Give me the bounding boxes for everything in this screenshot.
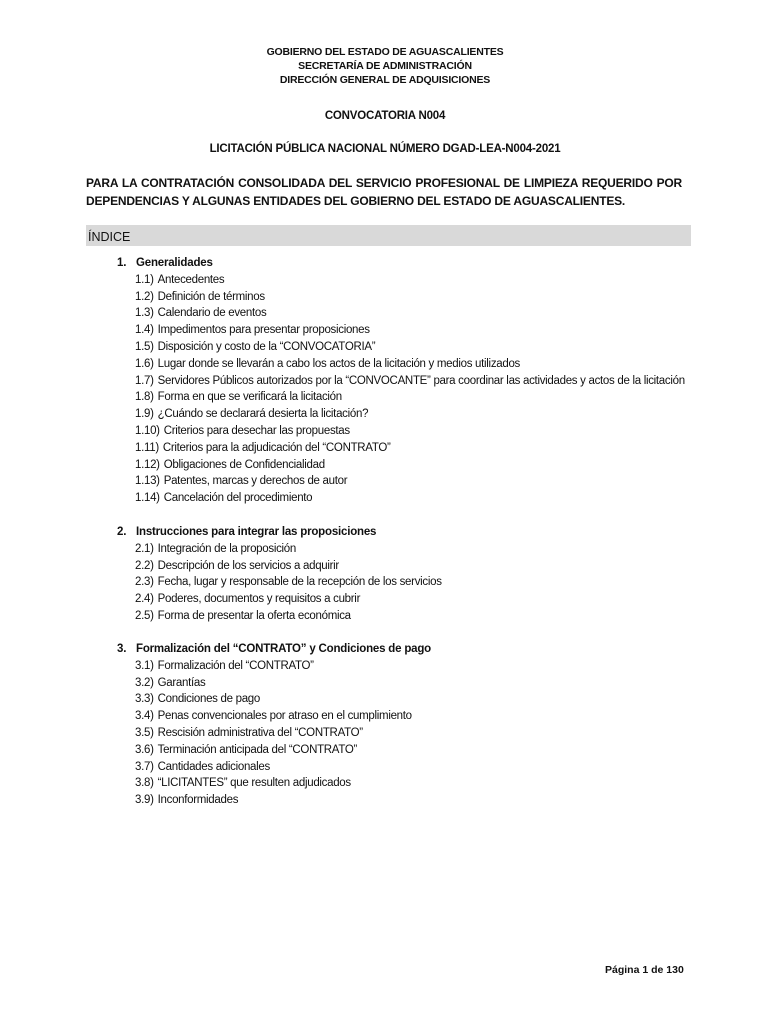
toc-item-code: 1.14) [135, 492, 160, 505]
toc-item-code: 2.3) [135, 576, 154, 589]
section-label: Instrucciones para integrar las proposiciones [136, 526, 377, 538]
toc-item-label: Descripción de los servicios a adquirir [157, 559, 339, 572]
toc-item-code: 2.4) [135, 593, 154, 606]
toc-item [135, 307, 266, 319]
header-government: GOBIERNO DEL ESTADO DE AGUASCALIENTES [266, 46, 504, 58]
header-secretaria: SECRETARÍA DE ADMINISTRACIÓN [298, 60, 472, 72]
section-title [117, 257, 213, 269]
index-title: ÍNDICE [88, 230, 131, 244]
toc-item [135, 710, 412, 722]
toc-item [135, 425, 350, 437]
toc-item [135, 543, 296, 555]
toc-item-label: Fecha, lugar y responsable de la recepción de los servicios [157, 576, 442, 589]
toc-item-label: Poderes, documentos y requisitos a cubrir [157, 593, 361, 606]
toc-item-label: ¿Cuándo se declarará desierta la licitación? [157, 408, 369, 421]
toc-item-label: Disposición y costo de la “CONVOCATORIA” [157, 341, 376, 353]
toc-item-code: 3.7) [135, 760, 154, 773]
toc-item-label: Cantidades adicionales [157, 760, 270, 773]
toc-item-code: 1.5) [135, 341, 154, 353]
toc-item [135, 324, 370, 336]
toc-item [135, 375, 685, 387]
toc-item [135, 442, 391, 454]
toc-item [135, 777, 351, 789]
toc-item-code: 1.12) [135, 458, 160, 471]
purpose-statement [86, 174, 682, 210]
section-label: Formalización del “CONTRATO” y Condiciones de pago [136, 643, 431, 655]
toc-item-code: 1.9) [135, 408, 154, 421]
toc-item [135, 677, 205, 689]
toc-item [135, 610, 351, 622]
toc-item [135, 593, 360, 605]
toc-item-code: 3.1) [135, 659, 154, 672]
toc-item [135, 660, 314, 672]
toc-item [135, 560, 339, 572]
toc-item-label: Condiciones de pago [157, 693, 260, 706]
toc-item-label: Criterios para desechar las propuestas [163, 425, 350, 437]
section-title [117, 643, 431, 655]
toc-item [135, 794, 238, 806]
toc-item-label: Calendario de eventos [157, 307, 267, 320]
purpose-line-2: DEPENDENCIAS Y ALGUNAS ENTIDADES DEL GOBIERNO DEL ESTADO DE AGUASCALIENTES. [86, 194, 626, 208]
toc-item-code: 1.7) [135, 374, 154, 387]
toc-item-code: 1.3) [135, 307, 154, 320]
toc-item [135, 459, 325, 471]
toc-item-label: “LICITANTES” que resulten adjudicados [157, 777, 351, 790]
toc-item-label: Criterios para la adjudicación del “CONTRATO” [162, 441, 391, 454]
toc-item-code: 3.9) [135, 794, 154, 807]
toc-item-code: 1.6) [135, 357, 154, 370]
toc-item-code: 1.11) [135, 441, 159, 454]
toc-item-code: 2.5) [135, 610, 154, 622]
toc-item-code: 1.10) [135, 425, 160, 437]
section-number: 1. [117, 257, 127, 269]
toc-item-label: Inconformidades [157, 794, 239, 807]
index-heading-bar [86, 225, 691, 246]
licitacion-title: LICITACIÓN PÚBLICA NACIONAL NÚMERO DGAD-LEA-N004-2021 [209, 143, 561, 155]
toc-item-code: 1.13) [135, 475, 160, 488]
toc-item [135, 291, 265, 303]
section-title [117, 526, 376, 538]
convocatoria-title: CONVOCATORIA N004 [324, 110, 446, 122]
toc-item [135, 358, 520, 370]
section-number: 3. [117, 643, 127, 655]
toc-item-label: Forma de presentar la oferta económica [157, 610, 351, 622]
toc-item-label: Patentes, marcas y derechos de autor [163, 475, 348, 488]
toc-item-code: 3.8) [135, 777, 154, 790]
toc-item-label: Rescisión administrativa del “CONTRATO” [157, 727, 363, 739]
toc-item [135, 727, 363, 739]
toc-item-code: 1.4) [135, 324, 154, 337]
toc-item-label: Obligaciones de Confidencialidad [163, 458, 325, 471]
toc-item-label: Integración de la proposición [157, 542, 296, 555]
toc-item-code: 3.4) [135, 710, 154, 723]
toc-item-code: 3.2) [135, 676, 154, 689]
toc-item [135, 576, 442, 588]
toc-item-label: Cancelación del procedimiento [163, 492, 313, 505]
page-number: Página 1 de 130 [605, 964, 684, 976]
toc-item-label: Antecedentes [157, 273, 225, 286]
toc-item-code: 3.5) [135, 727, 154, 739]
toc-item-code: 3.6) [135, 743, 154, 756]
section-label: Generalidades [136, 257, 213, 269]
toc-item-label: Forma en que se verificará la licitación [157, 391, 342, 404]
toc-item [135, 391, 342, 403]
toc-item-code: 3.3) [135, 693, 154, 706]
toc-item [135, 408, 368, 420]
toc-item-code: 2.2) [135, 559, 154, 572]
toc-item-label: Terminación anticipada del “CONTRATO” [157, 743, 358, 756]
toc-item-label: Lugar donde se llevarán a cabo los actos de la licitación y medios utilizados [157, 357, 521, 370]
toc-item-code: 1.2) [135, 290, 154, 303]
section-number: 2. [117, 526, 127, 538]
toc-item-label: Definición de términos [157, 290, 265, 303]
toc-item-label: Penas convencionales por atraso en el cumplimiento [157, 710, 412, 723]
toc-item-code: 1.8) [135, 391, 154, 404]
toc-item-code: 1.1) [135, 273, 154, 286]
header-direccion: DIRECCIÓN GENERAL DE ADQUISICIONES [279, 74, 491, 86]
toc-item-label: Garantías [157, 676, 206, 689]
toc-item [135, 475, 347, 487]
toc-item [135, 761, 270, 773]
toc-item [135, 492, 312, 504]
toc-item-label: Impedimentos para presentar proposiciones [157, 324, 370, 337]
toc-item [135, 744, 357, 756]
toc-item [135, 693, 260, 705]
toc-item [135, 274, 224, 286]
toc-item [135, 341, 375, 353]
toc-item-label: Formalización del “CONTRATO” [157, 659, 314, 672]
toc-item-code: 2.1) [135, 542, 154, 555]
purpose-line-1: PARA LA CONTRATACIÓN CONSOLIDADA DEL SERVICIO PROFESIONAL DE LIMPIEZA REQUERIDO POR [86, 176, 682, 190]
toc-item-label: Servidores Públicos autorizados por la “CONVOCANTE” para coordinar las actividades y actos de la licitación [157, 374, 685, 387]
